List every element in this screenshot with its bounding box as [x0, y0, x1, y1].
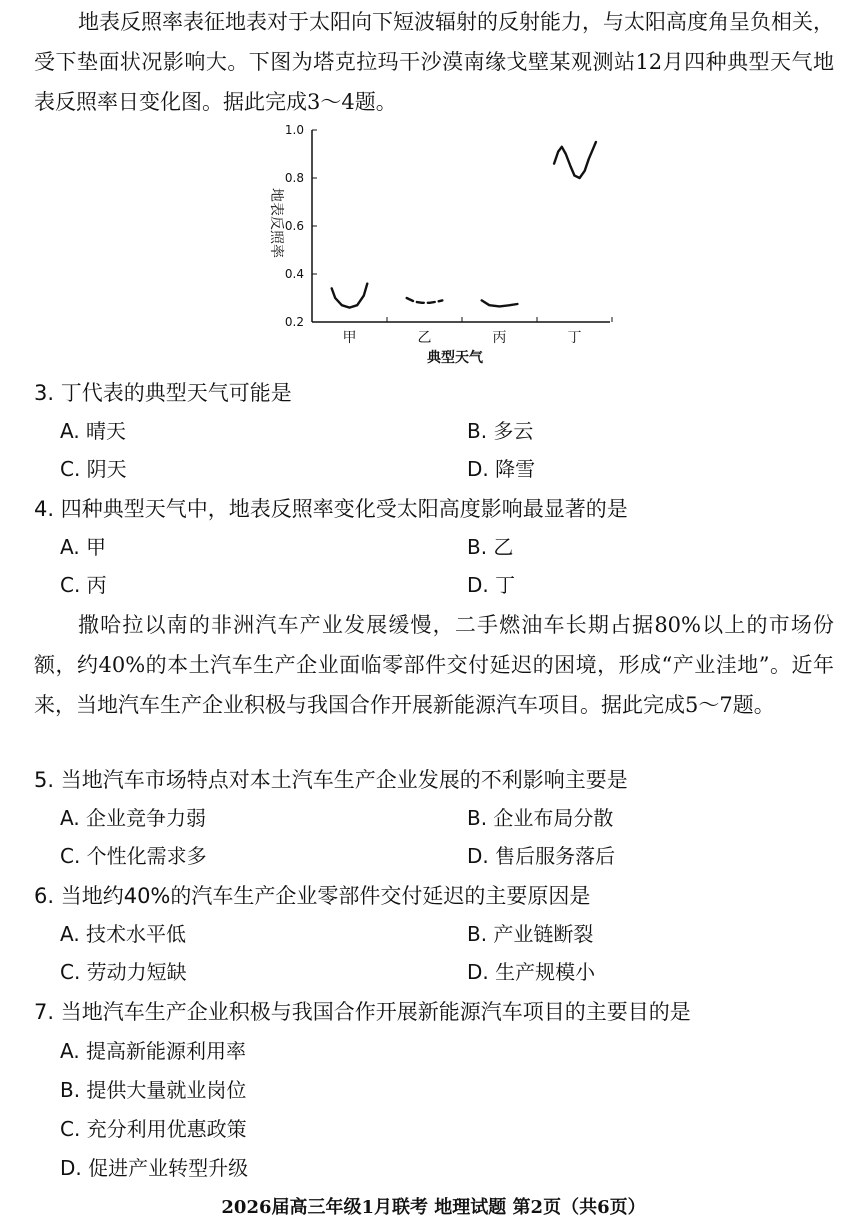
q4-option-a[interactable]: A. 甲: [60, 535, 107, 559]
chart-axes: [312, 130, 610, 322]
y-tick-label: 1.0: [284, 123, 304, 137]
q6-option-d[interactable]: D. 生产规模小: [467, 960, 596, 984]
q6-option-b[interactable]: B. 产业链断裂: [467, 922, 594, 946]
question-4-stem: 4. 四种典型天气中，地表反照率变化受太阳高度影响最显著的是: [34, 497, 628, 521]
x-tick-label: 丁: [567, 330, 582, 346]
q6-option-c[interactable]: C. 劳动力短缺: [60, 960, 187, 984]
question-5-stem: 5. 当地汽车市场特点对本土汽车生产企业发展的不利影响主要是: [34, 768, 628, 792]
x-tick-label: 乙: [417, 330, 432, 346]
q6-option-a[interactable]: A. 技术水平低: [60, 922, 187, 946]
chart-y-axis-label: 地表反照率: [268, 188, 284, 258]
q4-option-d[interactable]: D. 丁: [467, 573, 516, 597]
chart-ticks: [285, 123, 612, 346]
albedo-chart: [250, 118, 630, 368]
q7-option-c[interactable]: C. 充分利用优惠政策: [60, 1117, 247, 1141]
albedo-curve: [554, 142, 596, 178]
q7-option-d[interactable]: D. 促进产业转型升级: [60, 1156, 249, 1180]
q7-option-a[interactable]: A. 提高新能源利用率: [60, 1039, 247, 1063]
passage-auto-industry: 撒哈拉以南的非洲汽车产业发展缓慢，二手燃油车长期占据80%以上的市场份额，约40%的本土汽车生产企业面临零部件交付延迟的困境，形成“产业洼地”。近年来，当地汽车生产企业积极与我国合作开展新能源汽车项目。据此完成5～7题。: [34, 613, 834, 717]
y-tick-label: 0.6: [284, 219, 304, 233]
q4-option-c[interactable]: C. 丙: [60, 573, 107, 597]
q5-option-b[interactable]: B. 企业布局分散: [467, 806, 614, 830]
x-tick-label: 丙: [492, 330, 507, 346]
q4-option-b[interactable]: B. 乙: [467, 535, 514, 559]
q3-option-b[interactable]: B. 多云: [467, 419, 534, 443]
y-tick-label: 0.4: [284, 267, 304, 281]
q5-option-c[interactable]: C. 个性化需求多: [60, 844, 207, 868]
albedo-curve: [332, 284, 368, 308]
x-tick-label: 甲: [342, 330, 357, 346]
question-7-stem: 7. 当地汽车生产企业积极与我国合作开展新能源汽车项目的主要目的是: [34, 1000, 691, 1024]
question-3-stem: 3. 丁代表的典型天气可能是: [34, 381, 292, 405]
q3-option-d[interactable]: D. 降雪: [467, 457, 536, 481]
passage-weather: 地表反照率表征地表对于太阳向下短波辐射的反射能力，与太阳高度角呈负相关，受下垫面状况影响大。下图为塔克拉玛干沙漠南缘戈壁某观测站12月四种典型天气地表反照率日变化图。据此完成3～4题。: [34, 10, 834, 114]
y-tick-label: 0.2: [284, 315, 304, 329]
q7-option-b[interactable]: B. 提供大量就业岗位: [60, 1078, 247, 1102]
albedo-curve: [482, 300, 518, 306]
q3-option-c[interactable]: C. 阴天: [60, 457, 127, 481]
page-footer: 2026届高三年级1月联考 地理试题 第2页（共6页）: [221, 1197, 646, 1218]
chart-curves: [332, 142, 596, 308]
question-6-stem: 6. 当地约40%的汽车生产企业零部件交付延迟的主要原因是: [34, 884, 591, 908]
q5-option-d[interactable]: D. 售后服务落后: [467, 844, 616, 868]
y-tick-label: 0.8: [284, 171, 304, 185]
chart-x-axis-label: 典型天气: [427, 350, 483, 366]
albedo-curve: [407, 298, 443, 303]
q3-option-a[interactable]: A. 晴天: [60, 419, 127, 443]
q5-option-a[interactable]: A. 企业竞争力弱: [60, 806, 207, 830]
